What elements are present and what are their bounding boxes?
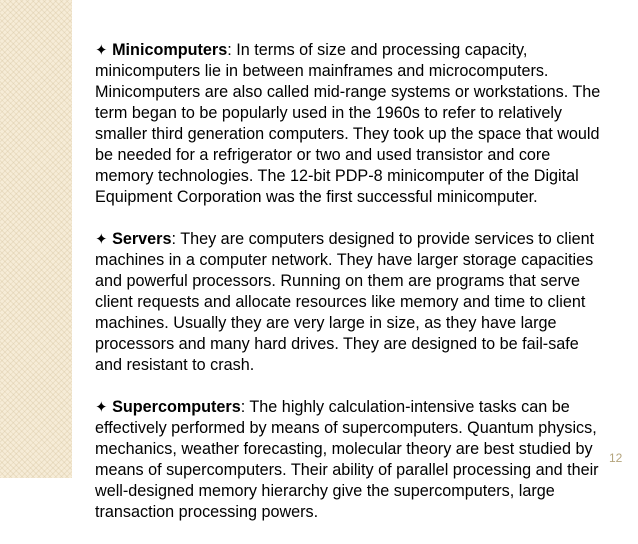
page-number: 12 xyxy=(609,451,623,465)
bullet-star-icon: ✦ xyxy=(95,231,108,248)
term-servers: Servers xyxy=(112,230,172,248)
paragraph-minicomputers xyxy=(95,40,601,208)
term-minicomputers: Minicomputers xyxy=(112,41,228,59)
slide-content xyxy=(95,40,601,544)
paragraph-supercomputers xyxy=(95,397,601,523)
description-servers: : They are computers designed to provide services to client machines in a computer network. They have larger storage capacities and powerful processors. Running on them are programs that serve client requests and allocate resources like memory and time to client machines. Usually they are very large in size, as they have large processors and many hard drives. They are designed to be fail-safe and resistant to crash. xyxy=(95,230,595,374)
paragraph-servers xyxy=(95,229,601,376)
description-minicomputers: : In terms of size and processing capacity, minicomputers lie in between mainframes and microcomputers. Minicomputers are also called mid-range systems or workstations. The term began to be popularly used in the 1960s to refer to relatively smaller third generation computers. They took up the space that would be needed for a refrigerator or two and used transistor and core memory technologies. The 12-bit PDP-8 minicomputer of the Digital Equipment Corporation was the first successful minicomputer. xyxy=(95,41,601,206)
bullet-star-icon: ✦ xyxy=(95,399,108,416)
decorative-side-strip xyxy=(0,0,72,478)
bullet-star-icon: ✦ xyxy=(95,42,108,59)
description-supercomputers: : The highly calculation-intensive tasks can be effectively performed by means of supercomputers. Quantum physics, mechanics, weather forecasting, molecular theory are best studied by means of supercomputers. Their ability of parallel processing and their well-designed memory hierarchy give the supercomputers, large transaction processing powers. xyxy=(95,398,599,521)
term-supercomputers: Supercomputers xyxy=(112,398,241,416)
